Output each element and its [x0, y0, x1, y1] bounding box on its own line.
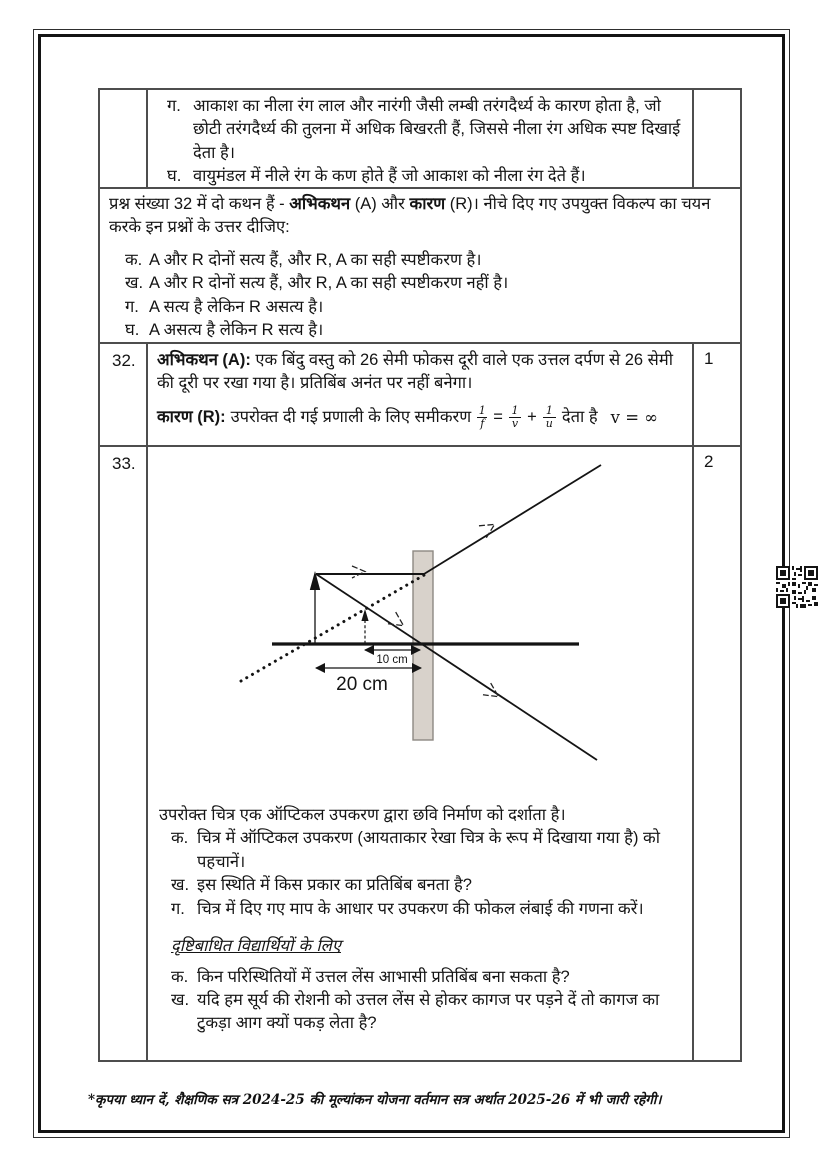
fraction-1-over-u: $\frac{1}{u}$: [543, 405, 556, 431]
question-table: [98, 88, 742, 1062]
part-text: चित्र में ऑप्टिकल उपकरण (आयताकार रेखा चित्र के रूप में दिखाया गया है) को पहचानें।: [197, 829, 660, 871]
option-label: घ.: [125, 321, 140, 340]
assertion-text: एक बिंदु वस्तु को 26 सेमी फोकस दूरी वाले एक उत्तल दर्पण से 26 सेमी की दूरी पर रखा गया है। प्रतिबिंब अनंत पर नहीं बनेगा।: [157, 351, 673, 393]
dimension-label-10cm: 10 cm: [376, 654, 408, 666]
option-item: [167, 95, 682, 165]
question-part: [171, 966, 682, 989]
assertion-paragraph: [157, 349, 682, 396]
visually-impaired-heading: दृष्टिबाधित विद्यार्थियों के लिए: [171, 936, 341, 956]
part-label: ख.: [171, 990, 190, 1009]
assertion-word: अभिकथन: [289, 195, 351, 213]
ray-direction-chevron: [352, 566, 365, 578]
assertion-label: अभिकथन (A):: [157, 351, 251, 369]
question-part: [171, 898, 682, 921]
footer-note: *कृपया ध्यान दें, शैक्षणिक सत्र 2024-25 की मूल्यांकन योजना वर्तमान सत्र अर्थात 2025-26 में भी जारी रहेगी।: [88, 1092, 662, 1108]
option-item: [125, 249, 730, 272]
question-content-cell: [148, 344, 692, 445]
qr-code: [776, 566, 818, 608]
table-row-question-32: [100, 342, 740, 445]
option-text: आकाश का नीला रंग लाल और नारंगी जैसी लम्बी तरंगदैर्ध्य के कारण होता है, जो छोटी तरंगदैर्ध्य की तुलना में अधिक बिखरती हैं, जिससे नीला रंग अधिक स्पष्ट दिखाई देता है।: [193, 97, 681, 162]
option-label: क.: [125, 250, 143, 269]
ray-diagram: [157, 452, 682, 804]
part-text: किन परिस्थितियों में उत्तल लेंस आभासी प्रतिबिंब बना सकता है?: [197, 967, 570, 986]
reason-line: [157, 405, 682, 431]
question-content-cell: [148, 90, 692, 187]
option-item: [125, 319, 730, 342]
instruction-cell: [100, 189, 740, 342]
instruction-paragraph: [109, 193, 730, 240]
image-arrow-head: [361, 609, 368, 621]
option-label: ग.: [167, 97, 181, 115]
fraction-1-over-v: $\frac{1}{v}$: [509, 405, 521, 431]
option-text: A असत्य है लेकिन R सत्य है।: [149, 321, 324, 340]
marks-cell: 2: [692, 447, 740, 1060]
part-text: इस स्थिति में किस प्रकार का प्रतिबिंब बनता है?: [197, 876, 472, 895]
option-label: ग.: [125, 297, 139, 316]
reason-label: कारण (R):: [157, 408, 226, 427]
part-label: क.: [171, 967, 189, 986]
diagram-caption: उपरोक्त चित्र एक ऑप्टिकल उपकरण द्वारा छवि निर्माण को दर्शाता है।: [159, 806, 566, 824]
table-row-previous-question: [100, 90, 740, 187]
central-ray-down: [316, 574, 597, 760]
fraction-1-over-f: $\frac{1}{f}$: [478, 403, 486, 431]
table-row-instruction: [100, 187, 740, 342]
part-label: ग.: [171, 899, 185, 918]
part-text: यदि हम सूर्य की रोशनी को उत्तल लेंस से होकर कागज पर पड़ने दें तो कागज का टुकड़ा आग क्यों पकड़ लेता है?: [197, 990, 660, 1033]
instruction-text: (A) और: [350, 195, 410, 213]
part-label: क.: [171, 829, 189, 848]
ray-diagram-svg: [234, 459, 649, 769]
reason-word: कारण: [409, 195, 446, 213]
question-content-cell: [148, 447, 692, 1060]
marks-cell: 1: [692, 344, 740, 445]
option-label: घ.: [167, 167, 182, 186]
table-row-question-33: [100, 445, 740, 1060]
question-number-cell: [100, 90, 148, 187]
option-label: ख.: [125, 274, 144, 293]
option-item: [125, 296, 730, 319]
reason-text: उपरोक्त दी गई प्रणाली के लिए समीकरण: [230, 408, 472, 427]
part-text: चित्र में दिए गए माप के आधार पर उपकरण की फोकल लंबाई की गणना करें।: [197, 899, 644, 918]
option-text: A और R दोनों सत्य हैं, और R, A का सही स्पष्टीकरण है।: [149, 250, 482, 269]
question-part: [171, 874, 682, 897]
question-number-cell: 33.: [100, 447, 148, 1060]
option-item: [167, 165, 682, 187]
instruction-text: (R)। नीचे दिए गए उपयुक्त विकल्प का चयन करके इन प्रश्नों के उत्तर दीजिए:: [109, 195, 711, 237]
option-text: वायुमंडल में नीले रंग के कण होते हैं जो आकाश को नीला रंग देते हैं।: [193, 167, 586, 186]
equals-sign: =: [493, 408, 503, 427]
v-equals-infinity: v = ∞: [610, 408, 659, 428]
instruction-text: प्रश्न संख्या 32 में दो कथन हैं -: [109, 195, 290, 213]
question-part: [171, 827, 682, 874]
option-text: A और R दोनों सत्य हैं, और R, A का सही स्पष्टीकरण नहीं है।: [149, 274, 509, 293]
ray-direction-chevron: [479, 518, 498, 537]
reason-suffix: देता है: [561, 408, 598, 427]
question-part: [171, 989, 682, 1036]
plus-sign: +: [527, 408, 537, 427]
marks-cell: [692, 90, 740, 187]
option-text: A सत्य है लेकिन R असत्य है।: [149, 297, 324, 316]
question-number-cell: 32.: [100, 344, 148, 445]
refracted-ray-up: [424, 465, 601, 574]
option-item: [125, 272, 730, 295]
part-label: ख.: [171, 876, 190, 895]
dimension-label-20cm: 20 cm: [336, 674, 388, 695]
